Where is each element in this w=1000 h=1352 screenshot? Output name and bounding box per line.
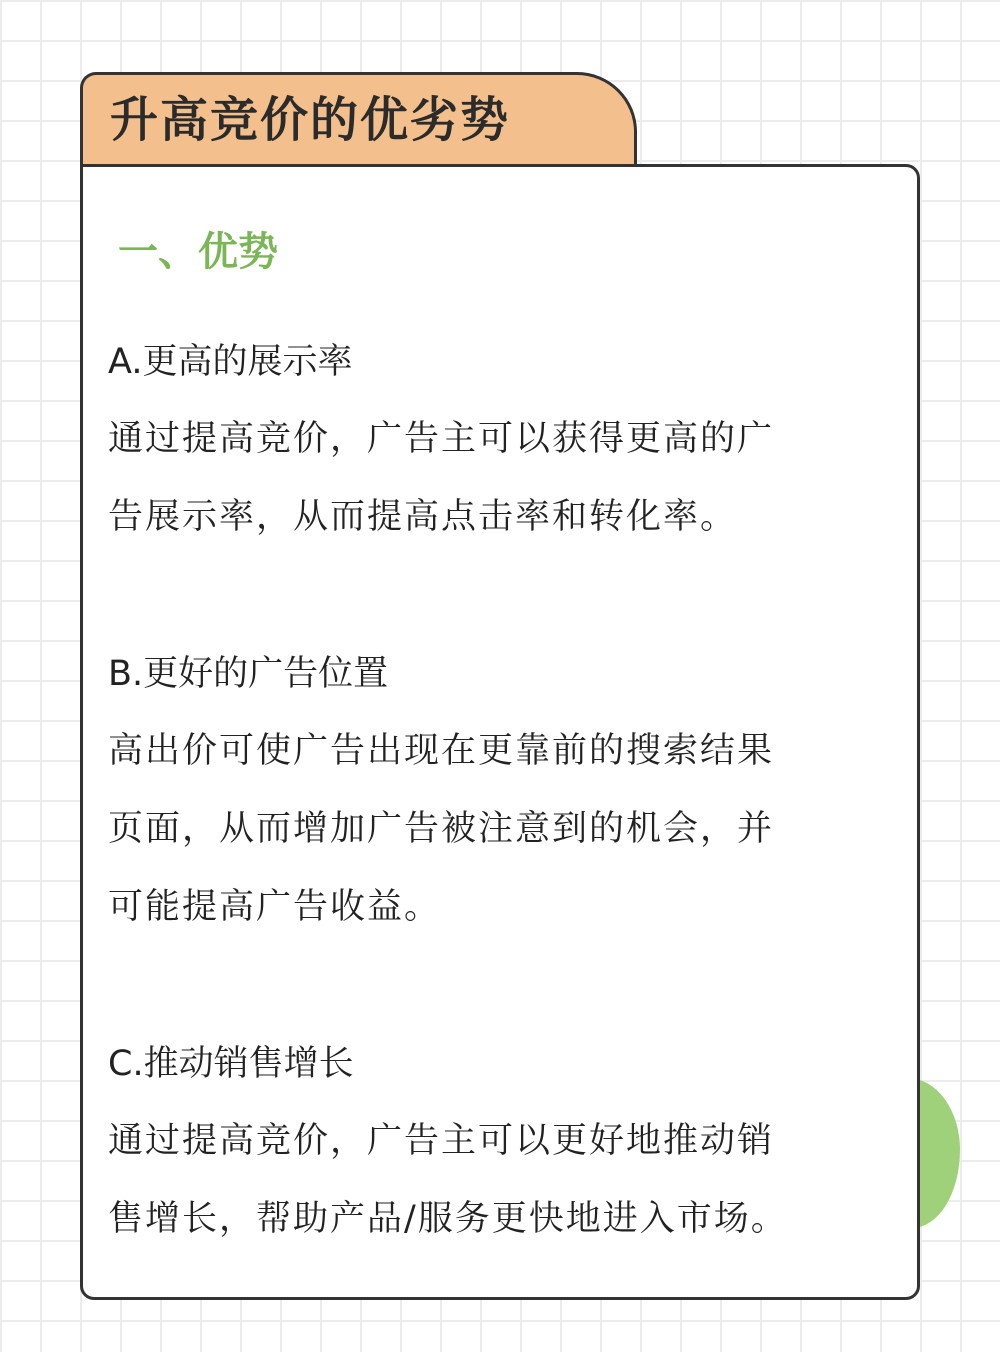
body-line: 页面，从而增加广告被注意到的机会，并 bbox=[108, 809, 775, 849]
item-heading-a: A.更高的展示率 bbox=[108, 342, 353, 382]
section-heading-advantages: 一、优势 bbox=[118, 229, 278, 275]
item-body-a bbox=[108, 400, 908, 556]
body-line: 可能提高广告收益。 bbox=[108, 887, 442, 927]
body-line: 通过提高竞价，广告主可以更好地推动销 bbox=[108, 1121, 775, 1161]
item-heading-b: B.更好的广告位置 bbox=[108, 654, 389, 694]
page-title: 升高竞价的优劣势 bbox=[110, 92, 511, 148]
item-body-c bbox=[108, 1102, 908, 1258]
body-line: 售增长，帮助产品/服务更快地进入市场。 bbox=[108, 1199, 788, 1239]
body-line: 高出价可使广告出现在更靠前的搜索结果 bbox=[108, 731, 775, 771]
body-line: 告展示率，从而提高点击率和转化率。 bbox=[108, 497, 738, 537]
item-body-b bbox=[108, 712, 908, 946]
body-line: 通过提高竞价，广告主可以获得更高的广 bbox=[108, 419, 775, 459]
item-heading-c: C.推动销售增长 bbox=[108, 1044, 354, 1084]
